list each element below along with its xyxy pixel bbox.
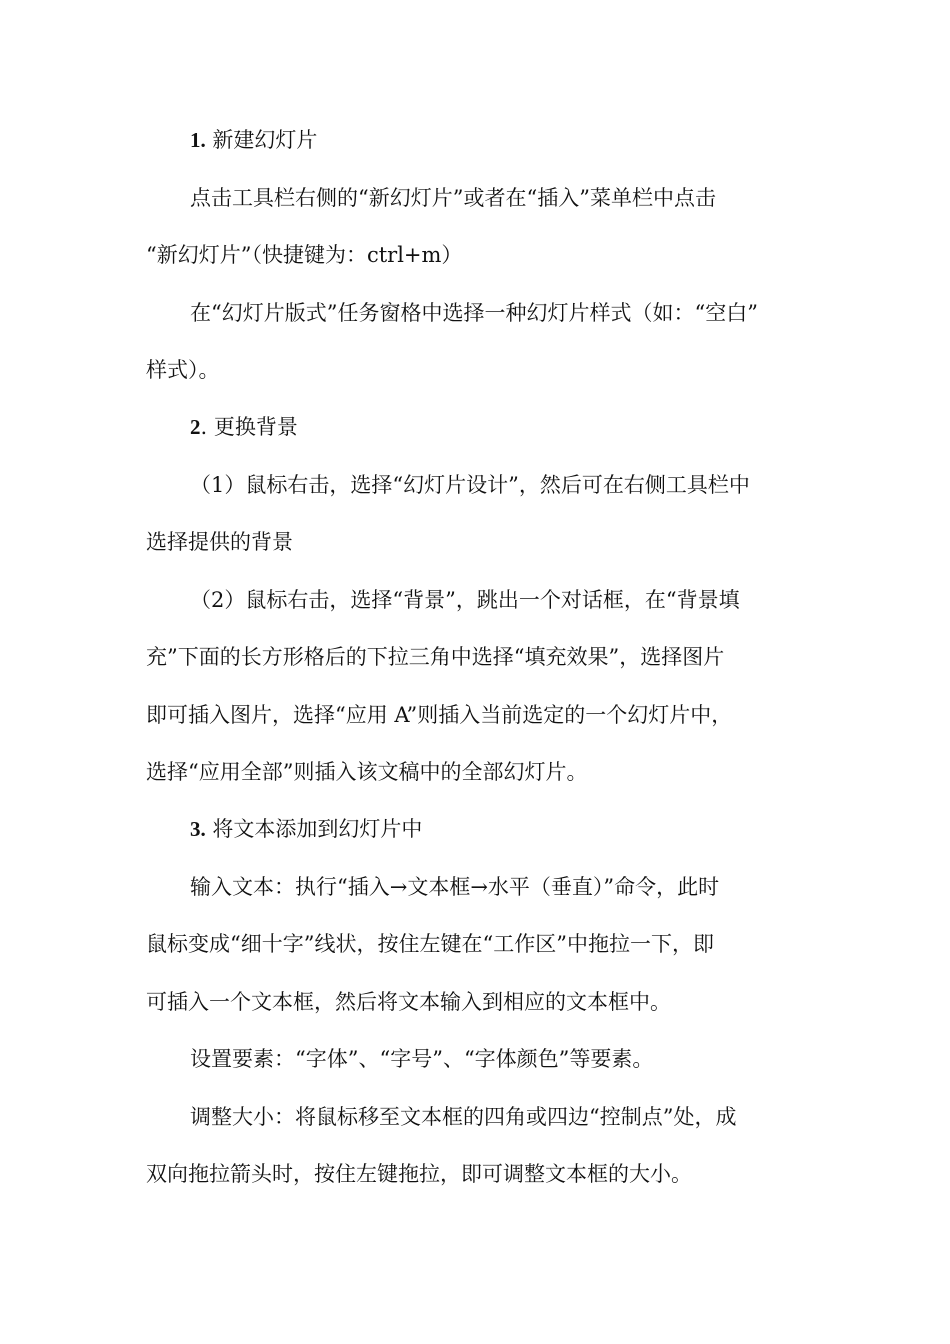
heading-number: 2	[190, 415, 201, 439]
heading-number: 1.	[190, 128, 206, 152]
heading-text: 将文本添加到幻灯片中	[205, 817, 423, 841]
paragraph-line: “新幻灯片”（快捷键为：ctrl+m）	[146, 243, 463, 267]
paragraph-line: （1）鼠标右击，选择“幻灯片设计”，然后可在右侧工具栏中	[190, 473, 750, 497]
paragraph-line: 点击工具栏右侧的“新幻灯片”或者在“插入”菜单栏中点击	[190, 186, 716, 210]
paragraph-line: 可插入一个文本框，然后将文本输入到相应的文本框中。	[146, 990, 671, 1014]
paragraph-line: 调整大小：将鼠标移至文本框的四角或四边“控制点”处，成	[190, 1105, 737, 1129]
heading-text: . 更换背景	[200, 415, 298, 439]
section-heading-2	[190, 413, 298, 441]
paragraph-line: 选择“应用全部”则插入该文稿中的全部幻灯片。	[146, 760, 588, 784]
paragraph-line: 即可插入图片，选择“应用 A”则插入当前选定的一个幻灯片中，	[146, 703, 733, 727]
paragraph-line: 样式）。	[146, 358, 220, 382]
paragraph-line: 设置要素：“字体”、“字号”、“字体颜色”等要素。	[190, 1047, 654, 1071]
heading-number: 3.	[190, 817, 206, 841]
heading-text: 新建幻灯片	[205, 128, 318, 152]
paragraph-line: 充”下面的长方形格后的下拉三角中选择“填充效果”，选择图片	[146, 645, 725, 669]
section-heading-3	[190, 815, 422, 843]
paragraph-line: 输入文本：执行“插入→文本框→水平（垂直）”命令，此时	[190, 875, 720, 899]
paragraph-line: 在“幻灯片版式”任务窗格中选择一种幻灯片样式（如：“空白”	[190, 301, 758, 325]
paragraph-line: 鼠标变成“细十字”线状，按住左键在“工作区”中拖拉一下，即	[146, 932, 714, 956]
paragraph-line: 双向拖拉箭头时，按住左键拖拉，即可调整文本框的大小。	[146, 1162, 692, 1186]
section-heading-1	[190, 126, 317, 154]
paragraph-line: 选择提供的背景	[146, 530, 293, 554]
paragraph-line: （2）鼠标右击，选择“背景”，跳出一个对话框，在“背景填	[190, 588, 740, 612]
